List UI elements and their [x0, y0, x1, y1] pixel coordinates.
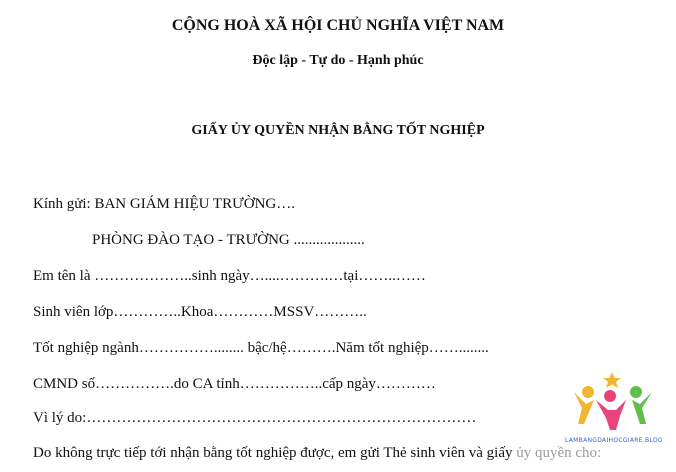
closing-main: Do không trực tiếp tới nhận bằng tốt nghiệp được, em gửi Thẻ sinh viên và giấy	[33, 445, 517, 461]
field-id: CMND số…………….do CA tỉnh……………..cấp ngày…………	[33, 376, 436, 392]
field-name: Em tên là ………………..sinh ngày…....……….…tại……..……	[33, 268, 426, 284]
motto: Độc lập - Tự do - Hạnh phúc	[252, 53, 424, 68]
recipient-line-2: PHÒNG ĐÀO TẠO - TRƯỜNG ...................	[92, 232, 365, 248]
watermark-text: LAMBANGDAIHOCGIARE.BLOG	[565, 437, 663, 444]
field-class: Sinh viên lớp…………..Khoa…………MSSV………..	[33, 304, 367, 320]
field-major: Tốt nghiệp ngành……………........ bậc/hệ……….Năm tốt nghiệp……........	[33, 340, 489, 356]
closing-text	[33, 445, 601, 462]
watermark-logo-icon	[566, 370, 658, 444]
field-reason: Vì lý do:……………………………………………………………………	[33, 410, 477, 426]
document-title: GIẤY ỦY QUYỀN NHẬN BẰNG TỐT NGHIỆP	[191, 123, 485, 138]
closing-faded: ủy quyền cho:	[516, 445, 602, 461]
nation-header: CỘNG HOÀ XÃ HỘI CHỦ NGHĨA VIỆT NAM	[171, 17, 505, 34]
recipient-line: Kính gửi: BAN GIÁM HIỆU TRƯỜNG….	[33, 196, 295, 212]
